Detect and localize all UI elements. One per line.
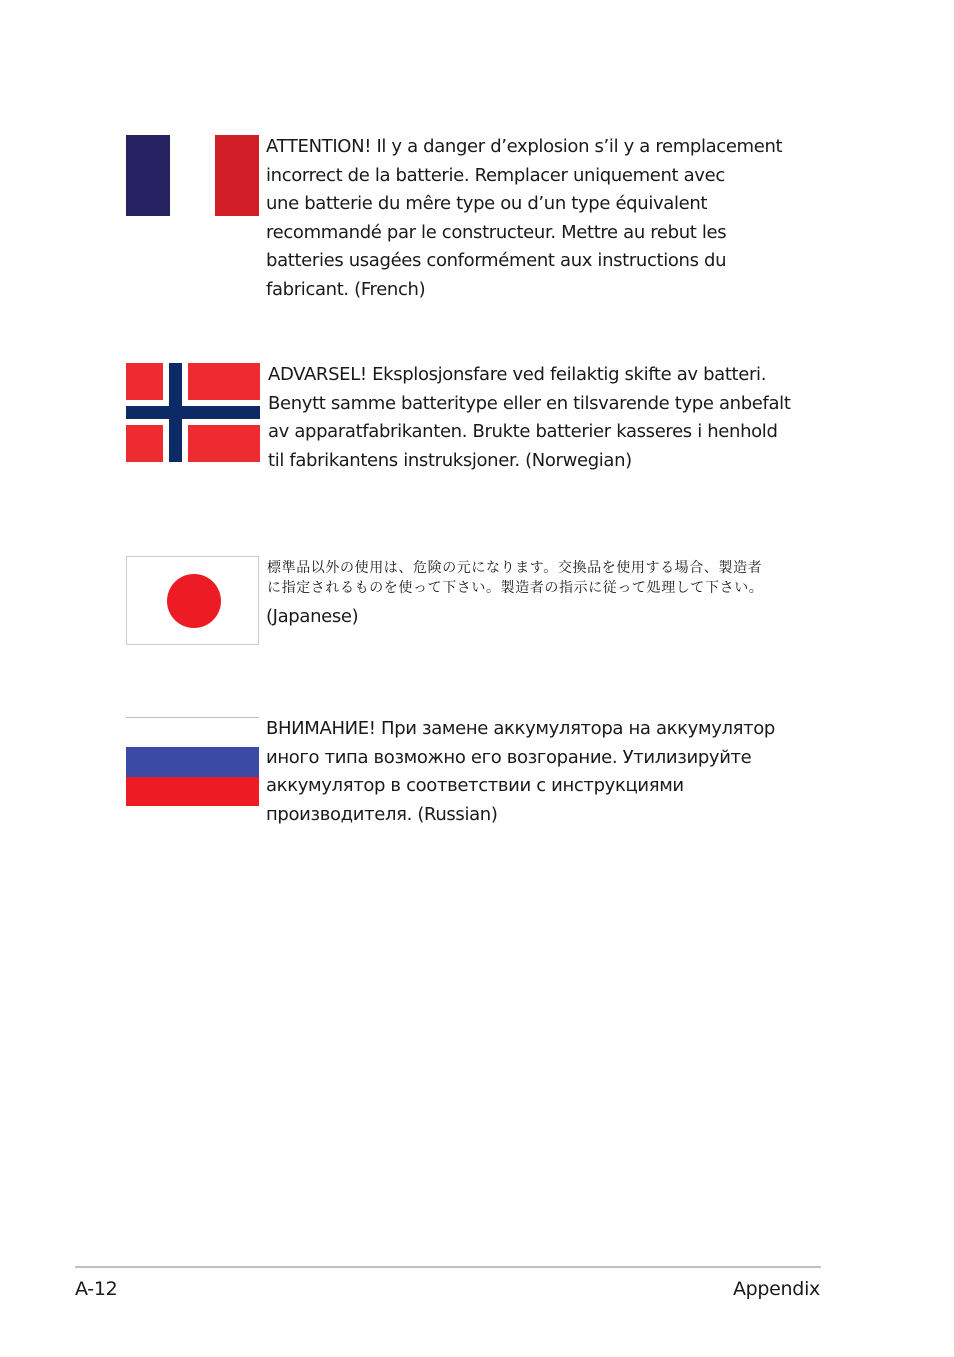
french-line-2: incorrect de la batterie. Remplacer uniquement avec xyxy=(266,164,725,186)
france-flag-icon xyxy=(126,135,259,216)
footer-section-title: Appendix xyxy=(732,1278,820,1300)
japanese-line-1: 標準品以外の使用は、危険の元になります。交換品を使用する場合、製造者 xyxy=(267,560,763,576)
russia-flag-icon xyxy=(126,717,259,806)
french-line-4: recommandé par le constructeur. Mettre au rebut les xyxy=(266,221,727,243)
russian-line-1: ВНИМАНИЕ! При замене аккумулятора на аккумулятор xyxy=(266,718,776,739)
norwegian-line-1: ADVARSEL! Eksplosjonsfare ved feilaktig skifte av batteri. xyxy=(268,364,767,385)
norway-flag-blue-cross-horizontal xyxy=(126,406,260,419)
french-line-3: une batterie du mêre type ou d’un type équivalent xyxy=(266,193,708,215)
russian-line-2: иного типа возможно его возгорание. Утилизируйте xyxy=(266,746,752,768)
japan-flag-red-disc xyxy=(167,574,221,628)
french-line-1: ATTENTION! Il y a danger d’explosion s’il y a remplacement xyxy=(266,136,783,157)
page-number: A-12 xyxy=(75,1278,118,1300)
norwegian-line-4: til fabrikantens instruksjoner. (Norwegian) xyxy=(268,449,632,471)
france-flag-red-band xyxy=(215,135,259,216)
russian-line-3: аккумулятор в соответствии с инструкциями xyxy=(266,775,684,797)
japan-flag-icon xyxy=(126,556,259,645)
french-warning-text xyxy=(266,133,782,305)
japanese-line-2: に指定されるものを使って下さい。製造者の指示に従って処理して下さい。 xyxy=(267,580,764,596)
russian-warning-text xyxy=(266,715,775,829)
russia-flag-blue-band xyxy=(126,747,259,776)
japanese-language-label: (Japanese) xyxy=(266,606,359,627)
russia-flag-white-band xyxy=(126,718,259,747)
french-line-5: batteries usagées conformément aux instructions du xyxy=(266,250,727,272)
norwegian-line-2: Benytt samme batteritype eller en tilsvarende type anbefalt xyxy=(268,392,791,414)
norwegian-warning-text xyxy=(268,361,791,475)
norway-flag-icon xyxy=(126,363,260,462)
russian-line-4: производителя. (Russian) xyxy=(266,803,498,825)
france-flag-blue-band xyxy=(126,135,170,216)
russia-flag-red-band xyxy=(126,777,259,806)
japanese-warning-text xyxy=(267,558,763,598)
footer-divider xyxy=(75,1266,821,1268)
france-flag-white-band xyxy=(170,135,214,216)
french-line-6: fabricant. (French) xyxy=(266,278,426,300)
norwegian-line-3: av apparatfabrikanten. Brukte batterier kasseres i henhold xyxy=(268,421,778,443)
